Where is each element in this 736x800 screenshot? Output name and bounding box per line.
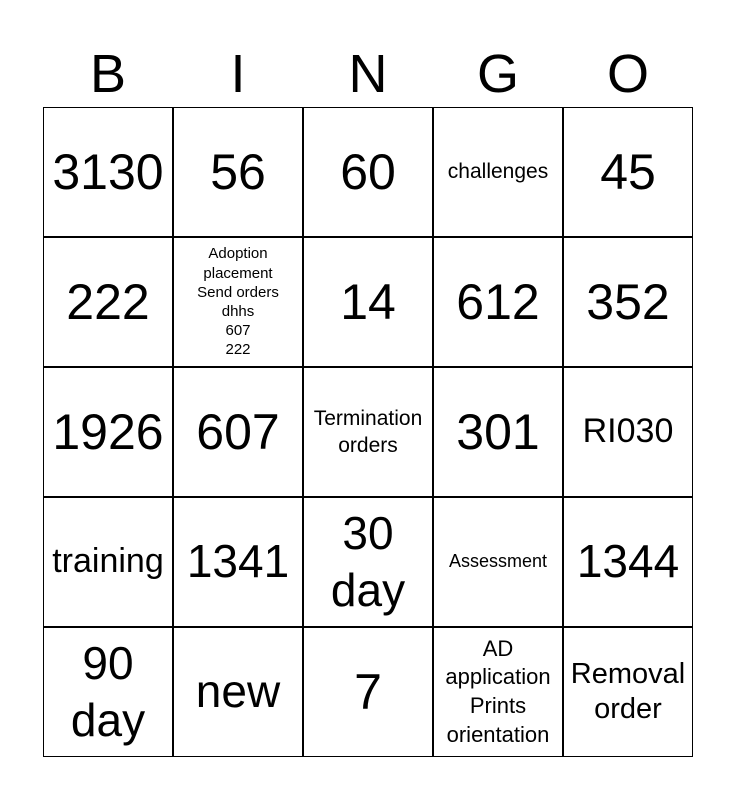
cell-text: 90 day (70, 636, 146, 746)
bingo-cell[interactable] (43, 237, 173, 367)
bingo-cell[interactable] (563, 627, 693, 757)
cell-text: Removal order (570, 658, 686, 725)
bingo-cell[interactable] (563, 497, 693, 627)
header-letter-n: N (348, 44, 388, 104)
bingo-cell[interactable] (173, 367, 303, 497)
cell-text: 1344 (576, 535, 680, 588)
bingo-cell[interactable] (303, 367, 433, 497)
bingo-cell[interactable] (563, 367, 693, 497)
cell-text: 30 day (330, 506, 406, 616)
bingo-cell[interactable] (303, 627, 433, 757)
bingo-cell[interactable] (303, 237, 433, 367)
cell-text: 301 (456, 403, 540, 460)
cell-text: 612 (456, 273, 540, 330)
cell-text: 352 (586, 273, 670, 330)
cell-text: training (52, 542, 164, 581)
bingo-board (43, 107, 693, 757)
cell-text: new (195, 665, 281, 718)
header-letter-b: B (89, 44, 127, 104)
bingo-cell[interactable] (173, 237, 303, 367)
cell-text: 56 (210, 143, 266, 200)
bingo-cell[interactable] (43, 107, 173, 237)
bingo-cell[interactable] (433, 237, 563, 367)
cell-text: Assessment (448, 551, 548, 572)
bingo-cell[interactable] (303, 497, 433, 627)
cell-text: 3130 (52, 143, 164, 200)
cell-text: 14 (340, 273, 396, 330)
bingo-cell[interactable] (563, 237, 693, 367)
cell-text: 222 (66, 273, 150, 330)
cell-text: challenges (447, 160, 549, 184)
bingo-cell[interactable] (43, 497, 173, 627)
cell-text: 7 (354, 663, 382, 720)
bingo-header (43, 40, 693, 108)
cell-text: 60 (340, 143, 396, 200)
bingo-cell[interactable] (43, 367, 173, 497)
cell-text: RI030 (582, 412, 674, 451)
bingo-cell[interactable] (433, 497, 563, 627)
cell-text: 607 (196, 403, 280, 460)
bingo-cell[interactable] (433, 107, 563, 237)
header-letter-o: O (606, 44, 649, 104)
bingo-cell[interactable] (433, 367, 563, 497)
cell-text: 1341 (186, 535, 290, 588)
bingo-cell[interactable] (173, 627, 303, 757)
bingo-cell[interactable] (303, 107, 433, 237)
bingo-cell[interactable] (173, 107, 303, 237)
bingo-cell[interactable] (43, 627, 173, 757)
header-letter-g: G (476, 44, 519, 104)
header-letter-i: I (230, 44, 246, 104)
bingo-cell[interactable] (433, 627, 563, 757)
cell-text: AD application Prints orientation (445, 635, 551, 747)
cell-text: 45 (600, 143, 656, 200)
cell-text: 1926 (52, 403, 164, 460)
cell-text: Adoption placement Send orders dhhs 607 222 (197, 245, 279, 359)
bingo-cell[interactable] (173, 497, 303, 627)
cell-text: Termination orders (313, 406, 423, 457)
bingo-cell[interactable] (563, 107, 693, 237)
